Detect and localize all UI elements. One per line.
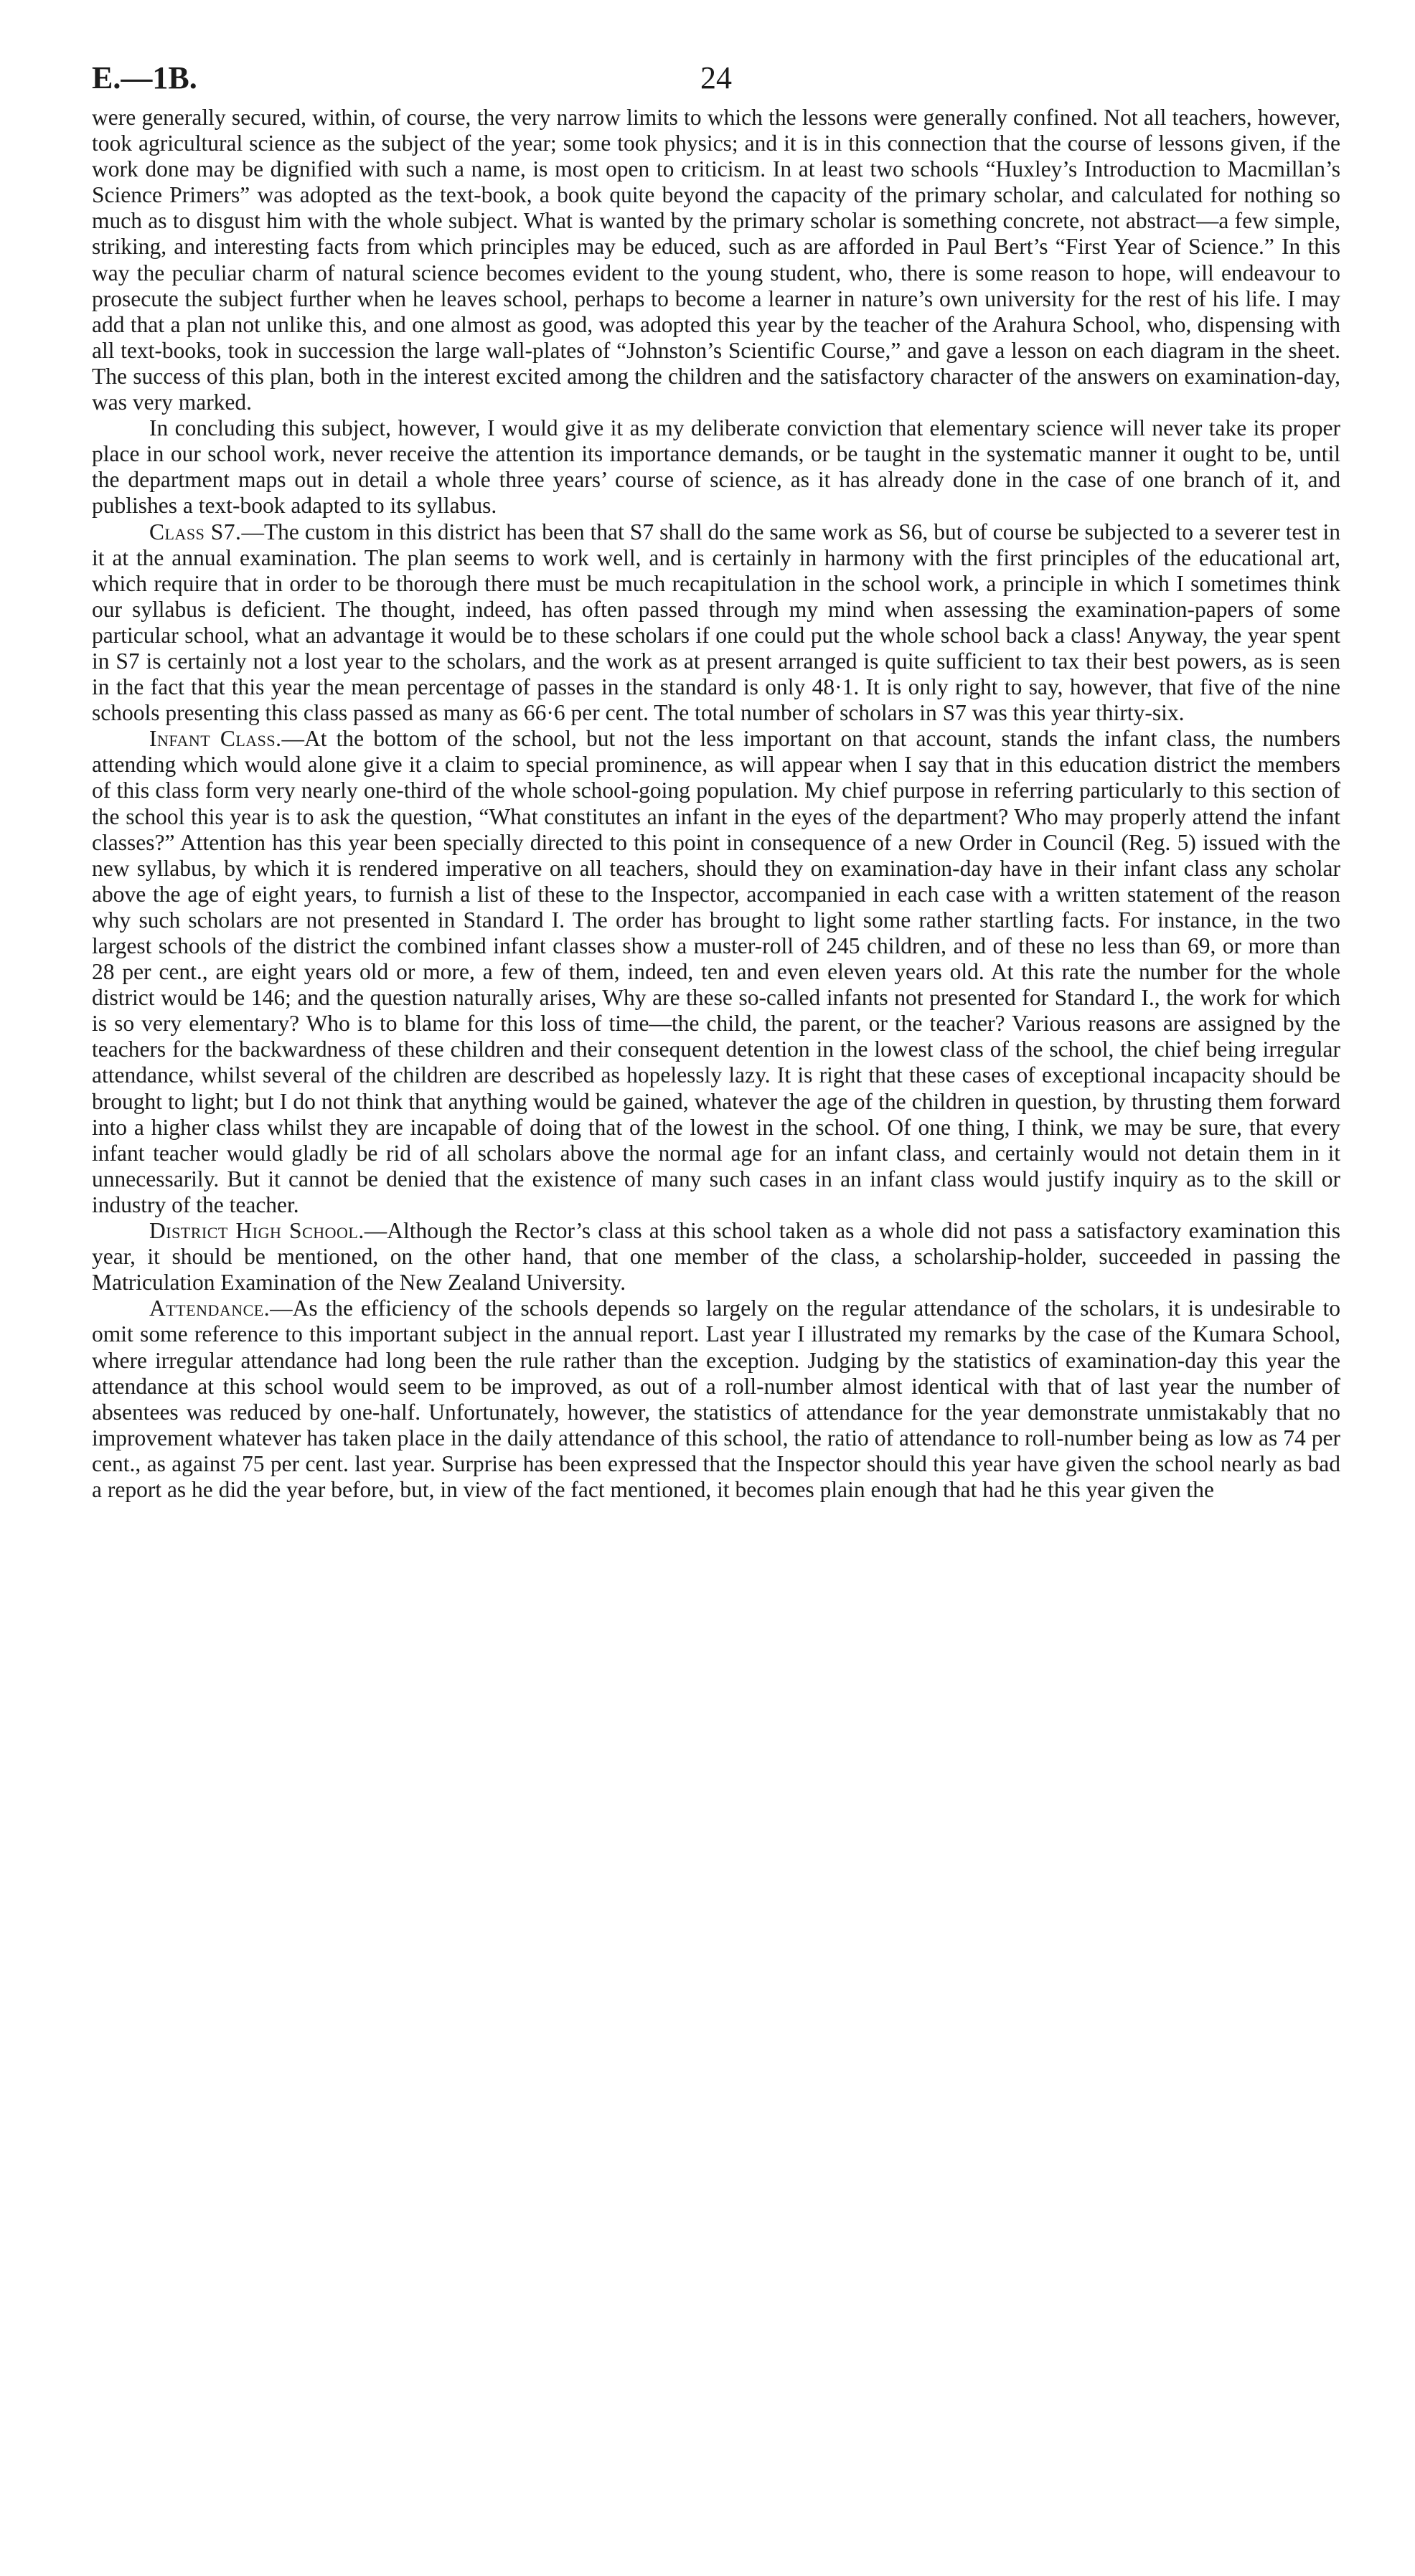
paragraph-class-s7 xyxy=(92,519,1340,727)
paragraph-text: —Although the Rector’s class at this school taken as a whole did not pass a satisfactory examination this year, it should be mentioned, on the other hand, that one member of the class, a scholarship-holder, succeeded in passing the Matriculation Examination of the New Zealand University. xyxy=(92,1218,1340,1296)
section-heading: District High School. xyxy=(149,1218,365,1244)
paragraph-attendance xyxy=(92,1296,1340,1503)
document-page xyxy=(92,56,1340,1503)
paragraph-text: were generally secured, within, of course, the very narrow limits to which the lessons were generally confined. Not all teachers, however, took agricultural science as the subject of the year; some took physics; and it is in this connection that the course of lessons given, if the work done may be dignified with such a name, is most open to criticism. In at least two schools “Huxley’s Introduction to Macmillan’s Science Primers” was adopted as the text-book, a book quite beyond the capacity of the primary scholar, and calculated for nothing so much as to disgust him with the whole subject. What is wanted by the primary scholar is something concrete, not abstract—a few simple, striking, and interesting facts from which principles may be educed, such as are afforded in Paul Bert’s “First Year of Science.” In this way the peculiar charm of natural science becomes evident to the young student, who, there is some reason to hope, will endeavour to prosecute the subject further when he leaves school, perhaps to become a learner in nature’s own university for the rest of his life. I may add that a plan not unlike this, and one almost as good, was adopted this year by the teacher of the Arahura School, who, dispensing with all text-books, took in succession the large wall-plates of “Johnston’s Scientific Course,” and gave a lesson on each diagram in the sheet. The success of this plan, both in the interest excited among the children and the satisfactory character of the answers on examination-day, was very marked. xyxy=(92,105,1340,415)
paragraph-text: In concluding this subject, however, I would give it as my deliberate conviction that elementary science will never take its proper place in our school work, never receive the attention its importance demands, or be taught in the systematic manner it ought to be, until the department maps out in detail a whole three years’ course of science, as it has already done in the case of one branch of it, and publishes a text-book adapted to its syllabus. xyxy=(92,415,1340,519)
page-header xyxy=(92,56,1340,100)
paragraph-science-conclusion xyxy=(92,415,1340,519)
paragraph-science-lessons xyxy=(92,105,1340,415)
report-body xyxy=(92,105,1340,1503)
paragraph-text: —At the bottom of the school, but not the less important on that account, stands the infant class, the numbers attending which would alone give it a claim to special prominence, as will appear when I say that in this education district the members of this class form very nearly one-third of the whole school-going population. My chief purpose in referring particularly to this section of the school this year is to ask the question, “What constitutes an infant in the eyes of the department? Who may properly attend the infant classes?” Attention has this year been specially directed to this point in consequence of a new Order in Council (Reg. 5) issued with the new syllabus, by which it is rendered imperative on all teachers, should they on examination-day have in their infant class any scholar above the age of eight years, to furnish a list of these to the Inspector, accompanied in each case with a written statement of the reason why such scholars are not presented in Standard I. The order has brought to light some rather startling facts. For instance, in the two largest schools of the district the combined infant classes show a muster-roll of 245 children, and of these no less than 69, or more than 28 per cent., are eight years old or more, a few of them, indeed, ten and even eleven years old. At this rate the number for the whole district would be 146; and the question naturally arises, Why are these so-called infants not presented for Standard I., the work for which is so very elementary? Who is to blame for this loss of time—the child, the parent, or the teacher? Various reasons are assigned by the teachers for the backwardness of these children and their consequent detention in the lowest class of the school, the chief being irregular attendance, whilst several of the children are described as hopelessly lazy. It is right that these cases of exceptional incapacity should be brought to light; but I do not think that anything would be gained, whatever the age of the children in question, by thrusting them forward into a higher class whilst they are incapable of doing that of the lowest in the school. Of one thing, I think, we may be sure, that every infant teacher would gladly be rid of all scholars above the normal age for an infant class, and certainly would not detain them in it unnecessarily. But it cannot be denied that the existence of many such cases in an infant class would justify inquiry as to the skill or industry of the teacher. xyxy=(92,726,1340,1217)
section-heading: Infant Class. xyxy=(149,726,282,752)
paragraph-infant-class xyxy=(92,726,1340,1218)
paragraph-text: —As the efficiency of the schools depends so largely on the regular attendance of the scholars, it is undesirable to omit some reference to this important subject in the annual report. Last year I illustrated my remarks by the case of the Kumara School, where irregular attendance had long been the rule rather than the exception. Judging by the statistics of examination-day this year the attendance at this school would seem to be improved, as out of a roll-number almost identical with that of last year the number of absentees was reduced by one-half. Unfortunately, however, the statistics of attendance for the year demonstrate unmistakably that no improvement whatever has taken place in the daily attendance of this school, the ratio of attendance to roll-number being as low as 74 per cent., as against 75 per cent. last year. Surprise has been expressed that the Inspector should this year have given the school nearly as bad a report as he did the year before, but, in view of the fact mentioned, it becomes plain enough that had he this year given the xyxy=(92,1296,1340,1502)
section-heading: Attendance. xyxy=(149,1296,271,1321)
page-number: 24 xyxy=(700,60,732,95)
document-reference: E.—1B. xyxy=(92,60,197,95)
paragraph-text: —The custom in this district has been that S7 shall do the same work as S6, but of course be subjected to a severer test in it at the annual examination. The plan seems to work well, and is certainly in harmony with the first principles of the educational art, which require that in order to be thorough there must be much recapitulation in the school work, a principle in which I sometimes think our syllabus is deficient. The thought, indeed, has often passed through my mind when assessing the examination-papers of some particular school, what an advantage it would be to these scholars if one could put the whole school back a class! Anyway, the year spent in S7 is certainly not a lost year to the scholars, and the work as at present arranged is quite sufficient to tax their best powers, as is seen in the fact that this year the mean percentage of passes in the standard is only 48·1. It is only right to say, however, that five of the nine schools presenting this class passed as many as 66·6 per cent. The total number of scholars in S7 was this year thirty-six. xyxy=(92,519,1341,726)
paragraph-district-high-school xyxy=(92,1218,1340,1296)
section-heading: Class S7. xyxy=(149,519,242,544)
